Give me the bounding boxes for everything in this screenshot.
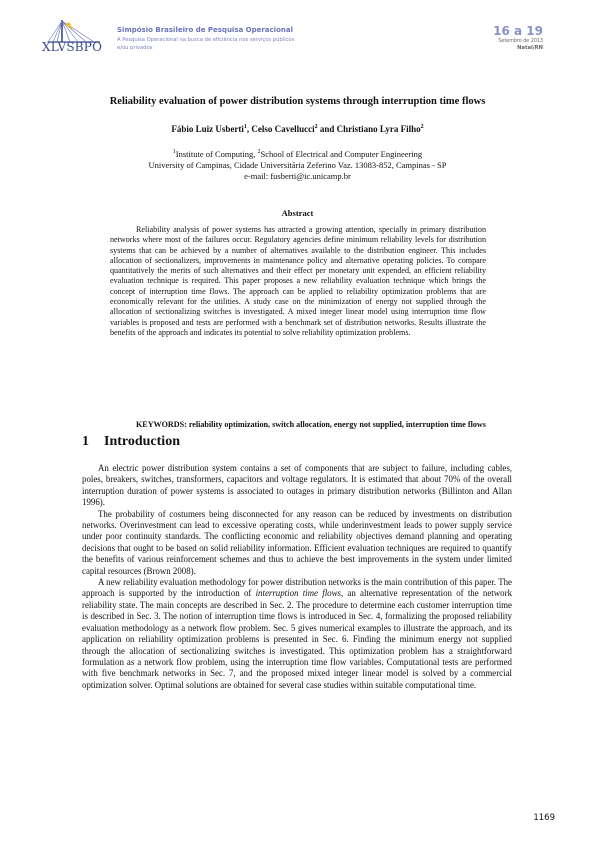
paper-title: Reliability evaluation of power distribution systems through interruption time flows [109,96,486,107]
paragraph [82,577,512,691]
author-sup: 1 [243,124,247,130]
event-title: Simpósio Brasileiro de Pesquisa Operacional [117,26,293,34]
paragraph: The probability of costumers being disconnected for any reason can be reduced by investments on distribution networks. Overinvestment can lead to excessive operating costs, while underinvestment leads to power supply service under poor continuity standards. The conflicting economic and reliability objectives demand planning and operating decisions that ought to be based on solid reliability information. Efficient evaluation techniques are required to quantify the benefits of various reinforcement schemes and thus to achieve the best improvements in the system under limited capital resources (Brown 2008). [82,508,512,576]
author-name: and Christiano Lyra Filho [317,124,421,134]
author-sup: 2 [420,124,424,130]
affil-sup: 1 [172,149,176,156]
keywords-text: KEYWORDS: reliability optimization, switch allocation, energy not supplied, interruption time flows [136,420,486,429]
abstract-heading: Abstract [281,208,314,218]
section-heading [82,434,180,450]
paragraph-part: , an alternative representation of the network reliability state. The main concepts are described in Sec. 2. The procedure to determine each customer interruption time is described in Sec. 3. The notion of interruption time flows is introduced in Sec. 4, formalizing the proposed reliability evaluation methodology as a network flow problem. Sec. 5 gives numerical examples to illustrate the approach, and its application on reliability optimization problems is presented in Sec. 6. Finding the minimum energy not supplied through the allocation of sectionalizing switches is investigated. This optimization problem has a straightforward formulation as a network flow problem, using the interruption time flow variables. Computational tests are performed with five benchmark networks in Sec. 7, and the proposed mixed integer linear model is solved by a commercial optimization solver. Optimal solutions are obtained for several case studies within suitable computational time. [82,588,513,690]
page-number: 1169 [533,813,555,823]
body-text [82,463,512,691]
affil-text: Institute of Computing, [175,149,258,159]
section-title: Introduction [104,434,180,449]
logo-text: XLVSBPO [42,40,103,54]
paper-authors [0,124,595,134]
author-name: Fábio Luiz Usberti [171,124,244,134]
paragraph: An electric power distribution system contains a set of components that are subject to failure, including cables, poles, breakers, switches, transformers, capacitors and voltage regulators. It is estimated that about 70% of the overall interruption duration of power systems is associated to outages in primary distribution networks (Billinton and Allan 1996). [82,463,512,508]
event-dates: 16 a 19 [493,24,543,38]
section-number: 1 [82,434,89,449]
author-sup: 2 [314,124,318,130]
affiliation-email: e-mail: fusberti@ic.unicamp.br [244,171,351,181]
affiliation [0,149,595,182]
event-subtitle: A Pesquisa Operacional na busca de eficiência nos serviços públicos e/ou privados [117,37,295,51]
affiliation-university: University of Campinas, Cidade Universitária Zeferino Vaz. 13083-852, Campinas - SP [148,160,447,170]
abstract-text: Reliability analysis of power systems has attracted a growing attention, specially in primary distribution networks where most of the failures occur. Regulatory agencies define minimum reliability levels for distribution systems that can be achieved by a number of alternatives available to the distribution engineer. This includes allocation of sectionalizers, improvements in maintenance policy and alternative operating policies. To compare quantitatively the merits of such alternatives and their effect per monetary unit expended, an efficient reliability evaluation technique is required. This paper proposes a new reliability evaluation technique which brings the concept of interruption time flows. The approach can be applied to reliability optimization problems that are economically relevant for the utilities. A study case on the minimization of energy not supplied through the allocation of sectionalizing switches is investigated. A mixed integer linear model using interruption time flow variables is proposed and tests are performed with a benchmark set of distribution networks. Results illustrate the benefits of the approach and indicates its potential to solve reliability optimization problems. [110,225,486,337]
event-city: Natal/RN [517,45,543,51]
author-name: , Celso Cavellucci [246,124,315,134]
paragraph-emphasis: interruption time flows [255,588,341,599]
affil-text: School of Electrical and Computer Engineering [260,149,423,159]
event-month-year: Setembro de 2013 [498,39,543,44]
affil-sup: 2 [257,149,261,156]
paragraph-part: A new reliability evaluation methodology for power distribution networks is the main contribution of this paper. The approach is supported by the introduction of [82,577,512,599]
keywords [110,420,486,430]
affiliation-line [0,149,595,160]
